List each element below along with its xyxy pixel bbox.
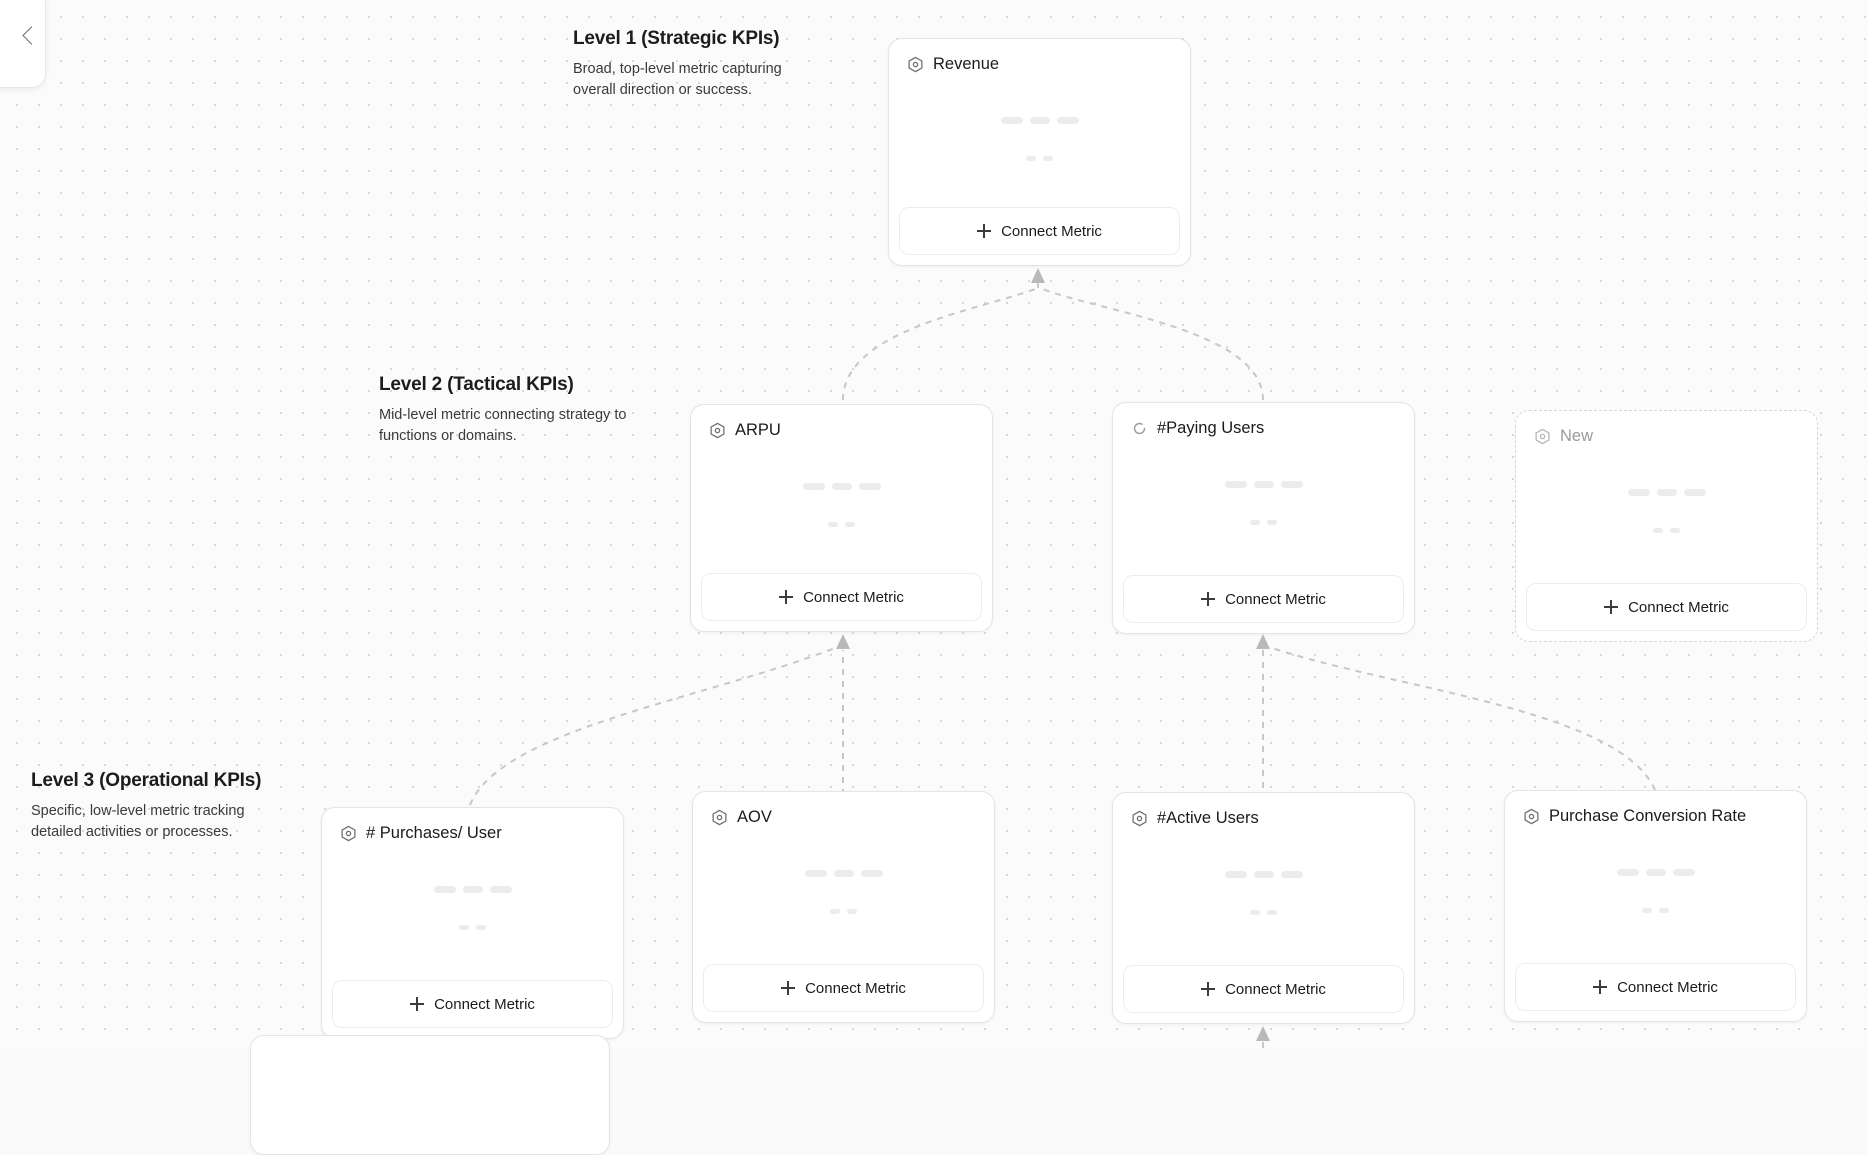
connect-metric-label: Connect Metric: [1628, 599, 1729, 616]
skeleton-row: [1113, 520, 1414, 525]
connect-metric-label: Connect Metric: [805, 980, 906, 997]
connect-metric-label: Connect Metric: [1225, 591, 1326, 608]
card-body-skeleton: [322, 843, 623, 980]
skeleton-row: [889, 117, 1190, 124]
card-header: [1113, 403, 1414, 438]
plus-icon: [1201, 982, 1215, 996]
card-title: New: [1560, 427, 1593, 446]
hexagon-target-icon: [340, 825, 357, 842]
card-body-skeleton: [1505, 826, 1806, 963]
connect-metric-button[interactable]: [701, 573, 982, 621]
level-3-description: Specific, low-level metric tracking detailed activities or processes.: [31, 801, 281, 844]
connect-metric-button[interactable]: [1526, 583, 1807, 631]
level-2-title: Level 2 (Tactical KPIs): [379, 374, 629, 396]
metric-card-purchases-per-user[interactable]: [321, 807, 624, 1039]
connect-metric-button[interactable]: [703, 964, 984, 1012]
connect-metric-label: Connect Metric: [1001, 223, 1102, 240]
card-title: AOV: [737, 808, 772, 827]
card-header: [1505, 791, 1806, 826]
plus-icon: [1604, 600, 1618, 614]
plus-icon: [977, 224, 991, 238]
connect-metric-label: Connect Metric: [1617, 979, 1718, 996]
skeleton-row: [889, 156, 1190, 161]
hexagon-target-icon: [1131, 810, 1148, 827]
skeleton-row: [691, 522, 992, 527]
connect-metric-label: Connect Metric: [1225, 981, 1326, 998]
chevron-left-icon[interactable]: [22, 26, 40, 44]
card-header: [1516, 411, 1817, 446]
card-header: [1113, 793, 1414, 828]
hexagon-target-icon: [711, 809, 728, 826]
skeleton-row: [691, 483, 992, 490]
metric-card-active-users[interactable]: [1112, 792, 1415, 1024]
metric-card-aov[interactable]: [692, 791, 995, 1023]
card-body-skeleton: [693, 827, 994, 964]
hexagon-target-icon: [1534, 428, 1551, 445]
card-header: [691, 405, 992, 440]
level-1-label-group: [573, 28, 823, 102]
corner-panel[interactable]: [0, 0, 46, 88]
skeleton-row: [1113, 871, 1414, 878]
skeleton-row: [1113, 910, 1414, 915]
level-2-label-group: [379, 374, 629, 448]
card-title: Revenue: [933, 55, 999, 74]
level-2-description: Mid-level metric connecting strategy to functions or domains.: [379, 405, 629, 448]
plus-icon: [779, 590, 793, 604]
hexagon-target-icon: [907, 56, 924, 73]
skeleton-row: [1505, 869, 1806, 876]
hexagon-target-icon: [1523, 808, 1540, 825]
card-title: Purchase Conversion Rate: [1549, 807, 1746, 826]
metric-card-purchase-conversion-rate[interactable]: [1504, 790, 1807, 1022]
card-title: #Paying Users: [1157, 419, 1264, 438]
metric-card-new-placeholder[interactable]: [1515, 410, 1818, 642]
card-body-skeleton: [1113, 828, 1414, 965]
metric-card-offscreen-bottom[interactable]: [250, 1035, 610, 1155]
skeleton-row: [1505, 908, 1806, 913]
metric-card-paying-users[interactable]: [1112, 402, 1415, 634]
skeleton-row: [1516, 528, 1817, 533]
hexagon-target-icon: [709, 422, 726, 439]
card-title: ARPU: [735, 421, 781, 440]
level-3-title: Level 3 (Operational KPIs): [31, 770, 281, 792]
connect-metric-button[interactable]: [1123, 575, 1404, 623]
card-header: [322, 808, 623, 843]
connect-metric-label: Connect Metric: [803, 589, 904, 606]
loading-spinner-icon: [1131, 420, 1148, 437]
card-header: [889, 39, 1190, 74]
metric-card-arpu[interactable]: [690, 404, 993, 632]
connect-metric-button[interactable]: [1515, 963, 1796, 1011]
level-3-label-group: [31, 770, 281, 844]
metric-card-revenue[interactable]: [888, 38, 1191, 266]
plus-icon: [781, 981, 795, 995]
skeleton-row: [693, 870, 994, 877]
level-1-description: Broad, top-level metric capturing overall direction or success.: [573, 59, 823, 102]
skeleton-row: [1516, 489, 1817, 496]
connect-metric-button[interactable]: [899, 207, 1180, 255]
plus-icon: [1201, 592, 1215, 606]
plus-icon: [410, 997, 424, 1011]
plus-icon: [1593, 980, 1607, 994]
connect-metric-button[interactable]: [332, 980, 613, 1028]
card-body-skeleton: [691, 440, 992, 573]
card-body-skeleton: [1113, 438, 1414, 575]
card-body-skeleton: [1516, 446, 1817, 583]
connect-metric-label: Connect Metric: [434, 996, 535, 1013]
card-header: [693, 792, 994, 827]
skeleton-row: [322, 925, 623, 930]
connect-metric-button[interactable]: [1123, 965, 1404, 1013]
card-title: #Active Users: [1157, 809, 1259, 828]
card-body-skeleton: [889, 74, 1190, 207]
skeleton-row: [322, 886, 623, 893]
level-1-title: Level 1 (Strategic KPIs): [573, 28, 823, 50]
skeleton-row: [693, 909, 994, 914]
skeleton-row: [1113, 481, 1414, 488]
card-title: # Purchases/ User: [366, 824, 502, 843]
